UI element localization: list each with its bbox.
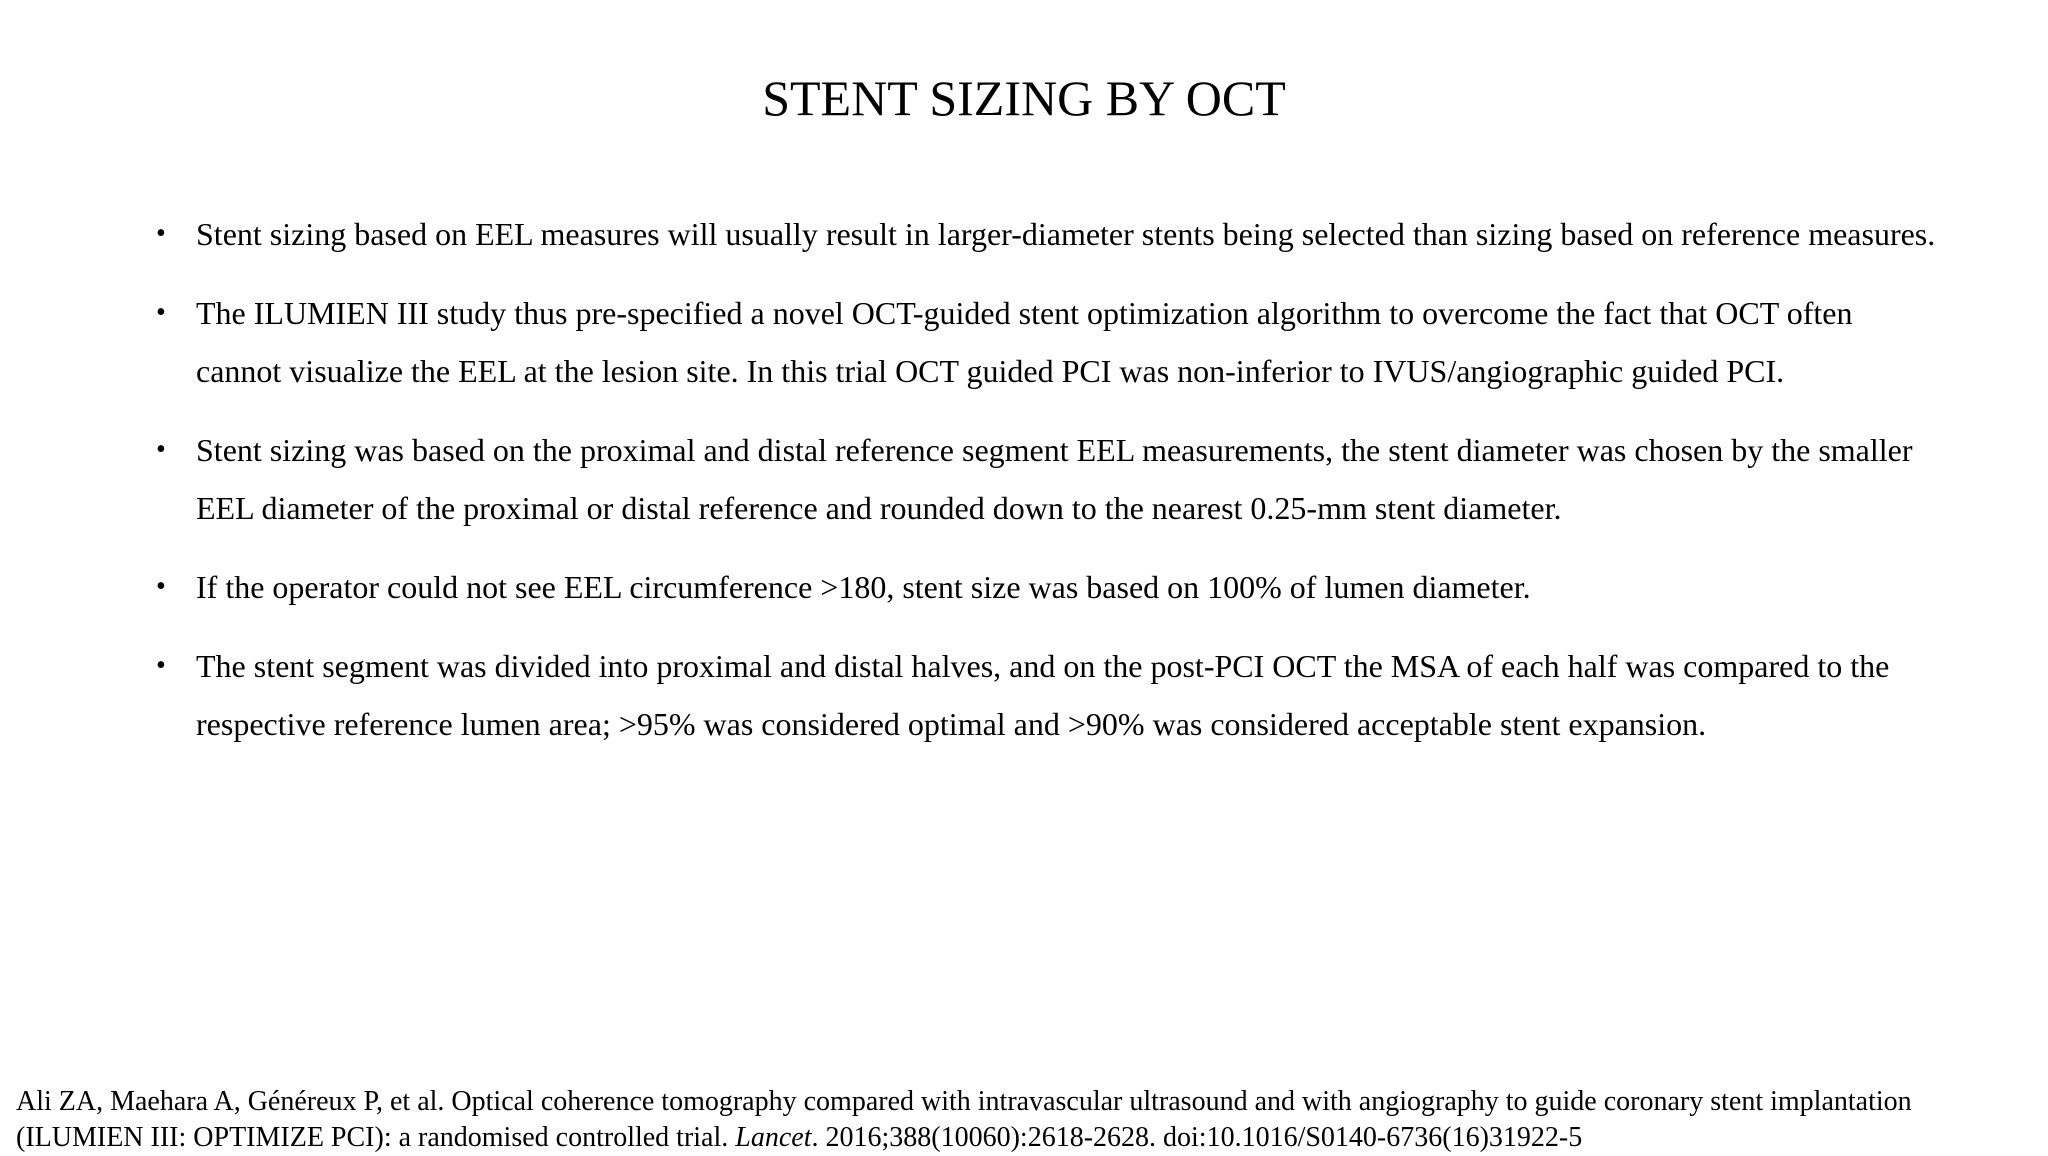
bullet-text: Stent sizing was based on the proximal and distal reference segment EEL measurements, the stent diameter was chosen by the smaller EEL diameter of the proximal or distal reference and rounded down to the nearest 0.25-mm stent diameter. [196, 432, 1913, 526]
bullet-marker: • [156, 571, 166, 602]
citation-details: . 2016;388(10060):2618-2628. doi:10.1016/S0140-6736(16)31922-5 [811, 1122, 1583, 1153]
bullet-item [156, 284, 1936, 400]
bullet-item [156, 421, 1936, 537]
bullet-marker: • [156, 650, 166, 681]
citation-journal: Lancet [735, 1122, 812, 1153]
bullet-text: If the operator could not see EEL circumference >180, stent size was based on 100% of lumen diameter. [196, 569, 1531, 605]
bullet-item [156, 637, 1936, 753]
bullet-item [156, 558, 1936, 616]
bullet-text: The ILUMIEN III study thus pre-specified a novel OCT-guided stent optimization algorithm to overcome the fact that OCT often cannot visualize the EEL at the lesion site. In this trial OCT guided PCI was non-inferior to IVUS/angiographic guided PCI. [196, 295, 1853, 389]
bullet-text: Stent sizing based on EEL measures will usually result in larger-diameter stents being selected than sizing based on reference measures. [196, 216, 1936, 252]
bullet-marker: • [156, 434, 166, 465]
bullet-list [156, 205, 1936, 774]
bullet-marker: • [156, 218, 166, 249]
citation-authors-title: Ali ZA, Maehara A, Généreux P, et al. Optical coherence tomography compared with intravascular ultrasound and with angiography to guide coronary stent implantation (ILUMIEN III: OPTIMIZE PCI): a randomised controlled trial. [16, 1086, 1912, 1153]
bullet-text: The stent segment was divided into proximal and distal halves, and on the post-PCI OCT the MSA of each half was compared to the respective reference lumen area; >95% was considered optimal and >90% was considered acceptable stent expansion. [196, 648, 1890, 742]
citation [16, 1084, 2016, 1156]
slide-title: STENT SIZING BY OCT [762, 70, 1286, 126]
bullet-marker: • [156, 297, 166, 328]
bullet-item [156, 205, 1936, 263]
